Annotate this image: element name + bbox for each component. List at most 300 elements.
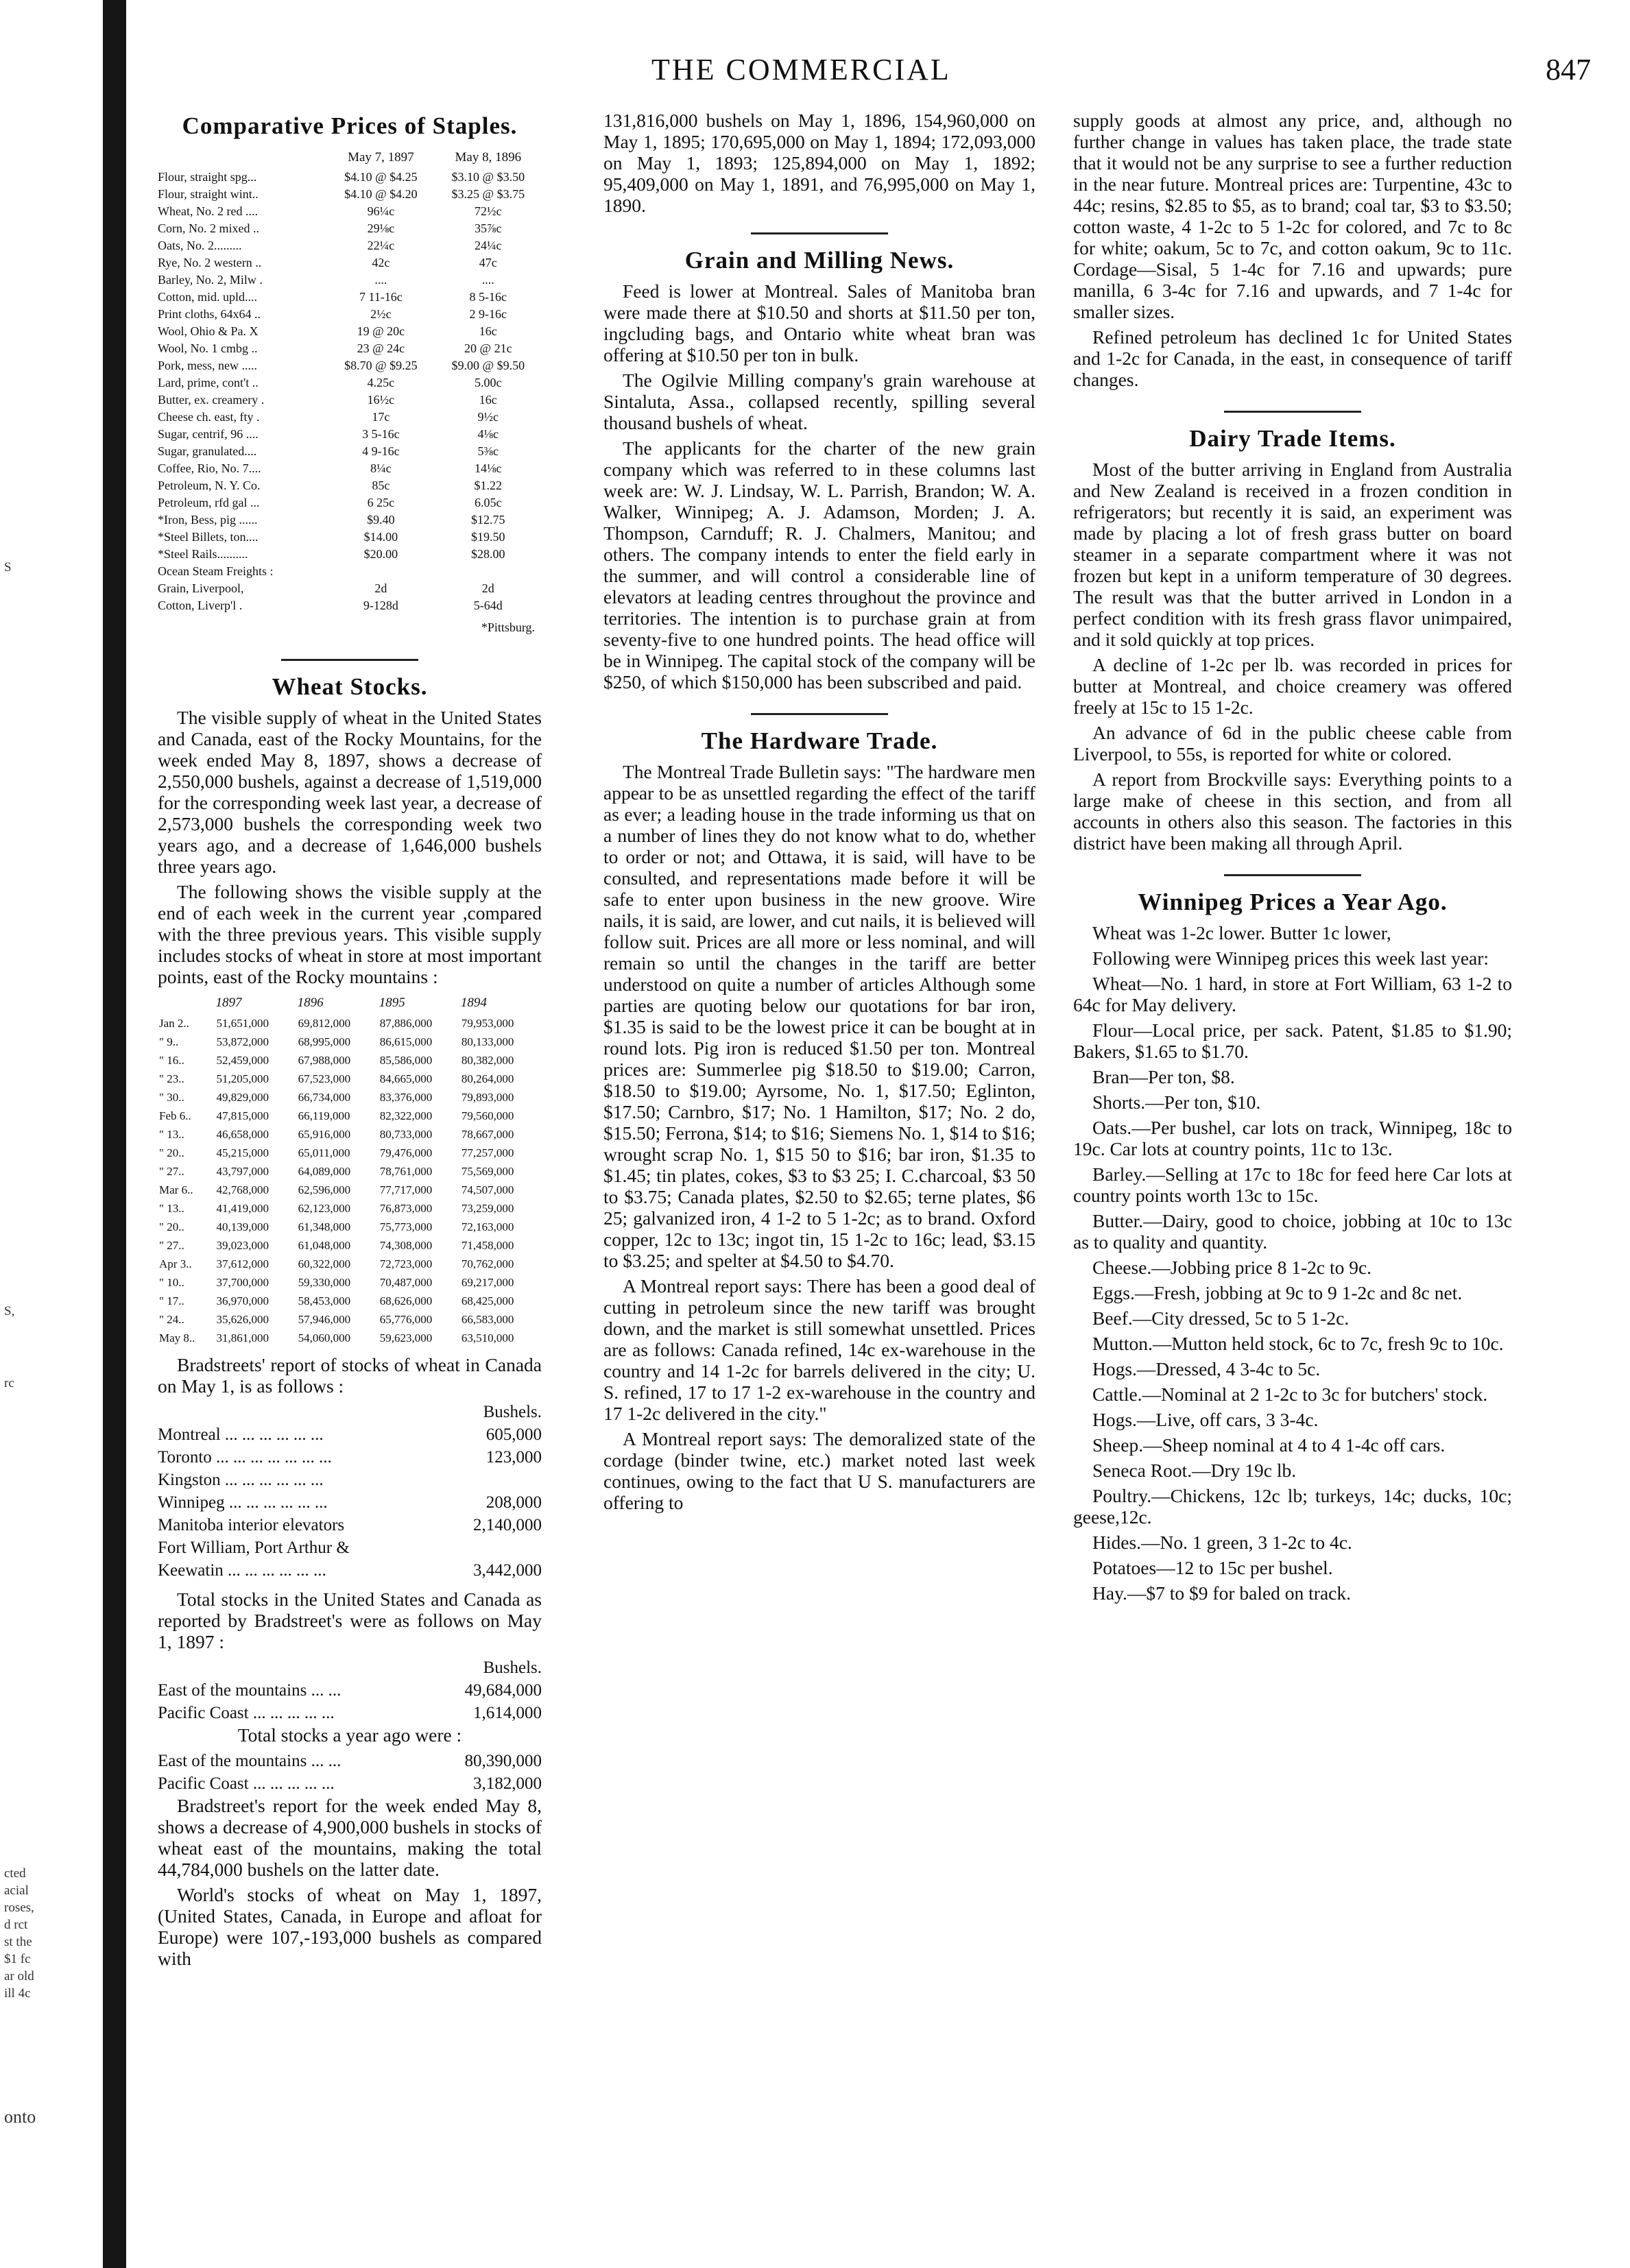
table-cell: 37,700,000	[216, 1276, 269, 1289]
table-row	[158, 289, 542, 306]
paragraph: A Montreal report says: There has been a good deal of cutting in petroleum since the new tariff was brought down, and the market is still somewhat unsettled. Prices are as follows: Canada refined, 14c ex-warehouse in the country and 14 1-2c for barrels delivered in the city; U. S. refined, 17 to 17 1-2 ex-warehouse in the country and 17 1-2c delivered in the city."	[603, 1275, 1035, 1424]
table-cell: 69,812,000	[298, 1017, 351, 1030]
table-row	[158, 1679, 542, 1702]
table-cell: 80,382,000	[461, 1054, 514, 1067]
dairy-heading: Dairy Trade Items.	[1189, 425, 1396, 452]
paragraph: Barley.—Selling at 17c to 18c for feed here Car lots at country points worth 13c to 15c.	[1073, 1163, 1512, 1206]
table-cell: 42,768,000	[216, 1183, 269, 1196]
table-row	[158, 186, 542, 203]
table-cell: $14.00	[363, 530, 398, 544]
table-cell: $3.10 @ $3.50	[451, 170, 525, 184]
table-cell: Winnipeg ... ... ... ... ... ...	[158, 1493, 328, 1512]
paragraph: A Montreal report says: The demoralized state of the cordage (binder twine, etc.) market noted last week continues, owing to the fact that U S. manufacturers are offering to	[603, 1428, 1035, 1513]
table-cell: ....	[374, 273, 387, 287]
table-cell: Sugar, centrif, 96 ....	[158, 427, 259, 441]
table-row	[158, 1236, 542, 1255]
edge-mark: roses,	[4, 1901, 34, 1915]
footnote: *Pittsburg.	[481, 620, 535, 634]
table-cell: 62,596,000	[298, 1183, 351, 1196]
table-row	[158, 306, 542, 323]
table-row	[158, 203, 542, 220]
table-cell: 77,257,000	[461, 1146, 514, 1159]
table-cell: 68,425,000	[461, 1294, 514, 1307]
table-row	[158, 220, 542, 237]
table-row	[158, 1088, 542, 1107]
table-cell: 65,776,000	[379, 1313, 433, 1326]
table-row	[158, 237, 542, 254]
table-cell: 78,761,000	[379, 1165, 433, 1178]
table-cell: $4.10 @ $4.20	[344, 187, 418, 201]
table-cell: 208,000	[486, 1493, 542, 1512]
paragraph: Poultry.—Chickens, 12c lb; turkeys, 14c; ducks, 10c; geese,12c.	[1073, 1485, 1512, 1528]
table-cell: 67,988,000	[298, 1054, 351, 1067]
table-cell: 5⅜c	[477, 444, 499, 458]
staples-table	[158, 146, 542, 614]
edge-mark: onto	[4, 2107, 36, 2127]
paragraph: Bradstreet's report for the week ended May 8, shows a decrease of 4,900,000 bushels in stocks of wheat east of the mountains, making the total 44,784,000 bushels on the latter date.	[158, 1795, 542, 1880]
column-header: 1895	[379, 996, 405, 1010]
table-cell: 39,023,000	[216, 1239, 269, 1252]
table-cell: Toronto ... ... ... ... ... ... ...	[158, 1448, 332, 1467]
table-row	[158, 1181, 542, 1199]
paragraph: The Montreal Trade Bulletin says: "The hardware men appear to be as unsettled regarding the effect of the tariff as ever; a leading house in the trade informing us that on a number of lines they do not know what to do, whether to order or not; and Ottawa, it is said, will have to be consulted, and representations made before it will be safe to enter upon business in the new groove. Wire nails, it is said, are lower, and cut nails, it is believed will follow suit. Prices are all more or less nominal, and will remain so until the changes in the tariff are better understood on quite a number of articles Although some parties are quoting below our quotations for bar iron, $1.35 is said to be the lowest price it can be bought at in round lots. Pig iron is reduced $1.50 per ton. Montreal prices are: Summerlee pig $18.50 to $19.00; Carron, $18.50 to $19.00; Ayrsome, No. 1, $17.50; Eglinton, $17.50; Carnbro, $17; No. 1 Hamilton, $17; No. 2 do, $15.50; Ferrona, $14; to $16; Siemens No. 1, $14 to $16; wrought scrap No. 1, $15 50 to $16; bar iron, $1.35 to $1.45; tin plates, cokes, $3 to $3 25; I. C.charcoal, $3 50 to $3.75; Canada plates, $2.50 to $2.65; terne plates, $6 25; galvanized iron, 4 1-2 to 5 1-2c; as to brand. Oxford copper, 12c to 13c; ingot tin, 15 1-2c to 16c; lead, $3.15 to $3.25; and spelter at $4.50 to $4.70.	[603, 761, 1035, 1271]
table-cell: 80,390,000	[464, 1752, 542, 1770]
paragraph: A report from Brockville says: Everything points to a large make of cheese in this section, and from all accounts in others also this season. The factories in this district have been making all through April.	[1073, 769, 1512, 854]
table-cell: 67,523,000	[298, 1072, 351, 1085]
table-row	[158, 1255, 542, 1273]
divider	[751, 713, 888, 715]
edge-mark: rc	[4, 1376, 14, 1390]
table-cell: 19 @ 20c	[357, 324, 405, 338]
binding-edge	[103, 0, 126, 2268]
table-cell: 605,000	[486, 1425, 542, 1444]
table-cell: Grain, Liverpool,	[158, 581, 244, 595]
table-cell: 42c	[372, 256, 390, 269]
table-cell: 22¼c	[367, 239, 395, 252]
table-cell	[441, 1536, 542, 1559]
table-cell: Corn, No. 2 mixed ..	[158, 221, 259, 235]
edge-mark: S	[4, 560, 12, 575]
table-row	[158, 254, 542, 272]
table-row	[158, 1218, 542, 1236]
table-cell: 74,308,000	[379, 1239, 433, 1252]
table-cell: ....	[481, 273, 494, 287]
table-row	[158, 169, 542, 186]
edge-mark: ar old	[4, 1969, 34, 1983]
table-cell: 66,119,000	[298, 1109, 350, 1122]
table-cell: 2 9-16c	[469, 307, 507, 321]
table-row	[158, 443, 542, 460]
table-cell: 53,872,000	[216, 1035, 269, 1048]
page-header	[158, 47, 1605, 95]
table-cell: 70,762,000	[461, 1257, 514, 1270]
table-cell: 47c	[479, 256, 497, 269]
table-row	[158, 1070, 542, 1088]
table-cell: 80,264,000	[461, 1072, 514, 1085]
table-row	[158, 1491, 542, 1514]
table-cell: $8.70 @ $9.25	[344, 359, 418, 372]
table-cell: 47,815,000	[216, 1109, 269, 1122]
table-cell: Sugar, granulated....	[158, 444, 257, 458]
table-cell: 80,733,000	[379, 1128, 433, 1141]
table-row	[158, 580, 542, 597]
us-stocks-table	[158, 1656, 542, 1724]
table-cell: *Steel Rails..........	[158, 547, 248, 561]
paragraph: Shorts.—Per ton, $10.	[1092, 1091, 1261, 1113]
paragraph: The Ogilvie Milling company's grain warehouse at Sintaluta, Assa., collapsed recently, spilling several thousand bushels of wheat.	[603, 370, 1035, 433]
table-row	[158, 460, 542, 477]
table-cell: 70,487,000	[379, 1276, 433, 1289]
table-cell: 60,322,000	[298, 1257, 351, 1270]
table-row	[158, 1292, 542, 1310]
table-cell: 24¼c	[475, 239, 502, 252]
table-cell: East of the mountains ... ...	[158, 1681, 341, 1700]
table-cell: 49,684,000	[464, 1681, 542, 1700]
table-cell: 75,569,000	[461, 1165, 514, 1178]
paragraph: 131,816,000 bushels on May 1, 1896, 154,960,000 on May 1, 1895; 170,695,000 on May 1, 1894; 172,093,000 on May 1, 1893; 125,894,000 on May 1, 1892; 95,409,000 on May 1, 1891, and 76,995,000 on May 1, 1890.	[603, 110, 1035, 216]
table-cell: 16c	[479, 393, 497, 407]
table-cell: 40,139,000	[216, 1220, 269, 1233]
page-number: 847	[1546, 53, 1591, 86]
table-cell: Wool, Ohio & Pa. X	[158, 324, 259, 338]
edge-mark: $1 fc	[4, 1952, 31, 1966]
table-cell: Cotton, Liverp'l .	[158, 599, 243, 612]
table-row	[158, 1051, 542, 1070]
table-cell: 3,442,000	[473, 1561, 542, 1580]
table-cell: $3.25 @ $3.75	[451, 187, 525, 201]
table-cell: 3 5-16c	[362, 427, 400, 441]
table-cell: Keewatin ... ... ... ... ... ...	[158, 1561, 326, 1580]
table-cell: 66,583,000	[461, 1313, 514, 1326]
table-cell: 51,205,000	[216, 1072, 269, 1085]
table-cell: East of the mountains ... ...	[158, 1752, 341, 1770]
table-cell: 8¼c	[370, 461, 392, 475]
table-cell: Wheat, No. 2 red ....	[158, 204, 258, 218]
paragraph: Cattle.—Nominal at 2 1-2c to 3c for butchers' stock.	[1092, 1384, 1488, 1405]
table-cell: 16½c	[367, 393, 395, 407]
paragraph: Following were Winnipeg prices this week last year:	[1092, 948, 1489, 969]
table-cell: Kingston ... ... ... ... ... ...	[158, 1471, 324, 1489]
table-cell: " 9..	[159, 1035, 179, 1048]
paragraph: supply goods at almost any price, and, although no further change in values has taken place, the trade state that it would not be any surprise to see a further reduction in the near future. Montreal prices are: Turpentine, 43c to 44c; resins, $2.85 to $5, as to brand; coal tar, $3 to $3.50; cotton waste, 4 1-2c to 5 1-2c for colored, and 7c to 8c for white; oakum, 5c to 7c, and cotton oakum, 9c to 11c. Cordage—Sisal, 5 1-4c for 7.16 and upwards; pure manilla, 6 3-4c for 7.16 and upwards, and 7 1-4c for smaller sizes.	[1073, 110, 1512, 322]
table-row	[158, 1423, 542, 1446]
paragraph: Wheat was 1-2c lower. Butter 1c lower,	[1092, 922, 1391, 943]
paragraph: Butter.—Dairy, good to choice, jobbing at 10c to 13c as to quality and quantity.	[1073, 1210, 1512, 1253]
table-cell: " 13..	[159, 1202, 184, 1215]
table-cell: 68,626,000	[379, 1294, 433, 1307]
table-cell: " 20..	[159, 1220, 184, 1233]
table-cell: 4.25c	[367, 376, 395, 389]
table-cell: $4.10 @ $4.25	[344, 170, 418, 184]
paragraph: Mutton.—Mutton held stock, 6c to 7c, fresh 9c to 10c.	[1092, 1333, 1504, 1354]
table-cell: $9.00 @ $9.50	[451, 359, 525, 372]
staples-heading: Comparative Prices of Staples.	[182, 112, 518, 139]
table-cell: *Iron, Bess, pig ......	[158, 513, 258, 527]
table-cell	[441, 1469, 542, 1491]
table-cell: 69,217,000	[461, 1276, 514, 1289]
table-cell: 36,970,000	[216, 1294, 269, 1307]
table-cell: 7 11-16c	[359, 290, 403, 304]
table-cell: Mar 6..	[159, 1183, 193, 1196]
table-cell: $1.22	[474, 479, 503, 492]
paragraph: Refined petroleum has declined 1c for United States and 1-2c for Canada, in the east, in consequence of tariff changes.	[1073, 326, 1512, 390]
edge-mark: acial	[4, 1883, 29, 1898]
table-row	[158, 1162, 542, 1181]
column-1	[158, 110, 542, 1973]
table-cell: 17c	[372, 410, 390, 424]
paragraph: Most of the butter arriving in England from Australia and New Zealand is received in a frozen condition in refrigerators; but recently it is said, an experiment was made by placing a lot of fresh grass butter on board steamer in a separate compartment where it was not frozen but kept in a uniform temperature of 30 degrees. The result was that the butter arrived in London in a perfect condition with its fresh grass flavor unimpaired, and it sold quickly at top prices.	[1073, 459, 1512, 650]
table-cell: 62,123,000	[298, 1202, 351, 1215]
table-cell: $19.50	[471, 530, 505, 544]
table-cell: 72,723,000	[379, 1257, 433, 1270]
table-cell: 96¼c	[367, 204, 395, 218]
table-cell: 49,829,000	[216, 1091, 269, 1104]
divider	[281, 659, 418, 661]
table-cell: Rye, No. 2 western ..	[158, 256, 262, 269]
table-cell: $20.00	[363, 547, 398, 561]
table-cell: 31,861,000	[216, 1331, 269, 1344]
paragraph: Hay.—$7 to $9 for baled on track.	[1092, 1582, 1351, 1604]
table-cell: 68,995,000	[298, 1035, 351, 1048]
table-row	[158, 1329, 542, 1347]
table-cell: Lard, prime, cont't ..	[158, 376, 259, 389]
table-cell: " 16..	[159, 1054, 184, 1067]
edge-mark: d rct	[4, 1918, 28, 1932]
table-cell: 66,734,000	[298, 1091, 351, 1104]
table-cell: 4⅛c	[477, 427, 499, 441]
table-cell: 35⅞c	[475, 221, 502, 235]
table-cell: 86,615,000	[379, 1035, 433, 1048]
table-cell: 46,658,000	[216, 1128, 269, 1141]
table-row	[158, 340, 542, 357]
paragraph: Total stocks a year ago were :	[237, 1724, 462, 1746]
paragraph: Hides.—No. 1 green, 3 1-2c to 4c.	[1092, 1532, 1352, 1553]
table-cell: " 17..	[159, 1294, 184, 1307]
table-cell: 54,060,000	[298, 1331, 351, 1344]
table-row	[158, 1469, 542, 1491]
table-cell: Butter, ex. creamery .	[158, 393, 265, 407]
table-row	[158, 1536, 542, 1559]
table-cell: May 8..	[159, 1331, 195, 1344]
table-cell: 73,259,000	[461, 1202, 514, 1215]
table-cell: 6 25c	[367, 496, 395, 509]
canada-stocks-table	[158, 1401, 542, 1582]
paragraph: Total stocks in the United States and Canada as reported by Bradstreet's were as follows on May 1, 1897 :	[158, 1589, 542, 1652]
table-row	[158, 1273, 542, 1292]
table-cell: 79,893,000	[461, 1091, 514, 1104]
table-row	[158, 1144, 542, 1162]
paragraph: The following shows the visible supply at the end of each week in the current year ,compared with the three previous years. This visible supply includes stocks of wheat in store at most important points, east of the Rocky mountains :	[158, 881, 542, 987]
table-cell: Wool, No. 1 cmbg ..	[158, 341, 258, 355]
table-cell: 61,348,000	[298, 1220, 351, 1233]
table-cell: 14⅛c	[475, 461, 502, 475]
table-cell: 9½c	[477, 410, 499, 424]
table-cell: " 30..	[159, 1091, 184, 1104]
table-row	[158, 1772, 542, 1795]
table-cell: " 20..	[159, 1146, 184, 1159]
table-cell: 64,089,000	[298, 1165, 351, 1178]
table-cell: Jan 2..	[159, 1017, 189, 1030]
column-3	[1073, 110, 1512, 1608]
hardware-heading: The Hardware Trade.	[701, 727, 938, 754]
table-cell: 63,510,000	[461, 1331, 514, 1344]
table-cell: 37,612,000	[216, 1257, 269, 1270]
table-row	[158, 477, 542, 494]
paragraph: Bradstreets' report of stocks of wheat in Canada on May 1, is as follows :	[158, 1354, 542, 1397]
table-row	[158, 1514, 542, 1536]
table-row	[158, 563, 542, 580]
edge-mark: st the	[4, 1935, 32, 1949]
edge-mark: cted	[4, 1866, 26, 1881]
paragraph: Flour—Local price, per sack. Patent, $1.85 to $1.90; Bakers, $1.65 to $1.70.	[1073, 1020, 1512, 1062]
column-header: Bushels.	[483, 1403, 542, 1421]
table-cell: 78,667,000	[461, 1128, 514, 1141]
table-row	[158, 391, 542, 409]
table-cell: 5.00c	[475, 376, 502, 389]
table-cell: 72½c	[475, 204, 502, 218]
paragraph: Sheep.—Sheep nominal at 4 to 4 1-4c off cars.	[1092, 1434, 1446, 1456]
table-cell: $12.75	[471, 513, 505, 527]
paragraph: Cheese.—Jobbing price 8 1-2c to 9c.	[1092, 1257, 1372, 1278]
table-cell	[327, 563, 434, 580]
edge-mark: ill 4c	[4, 1986, 31, 2001]
table-row	[158, 529, 542, 546]
table-row	[158, 374, 542, 391]
paragraph: Wheat—No. 1 hard, in store at Fort William, 63 1-2 to 64c for May delivery.	[1073, 973, 1512, 1015]
table-cell: 2d	[481, 581, 494, 595]
table-cell	[435, 563, 542, 580]
table-cell: Pork, mess, new .....	[158, 359, 257, 372]
table-cell: " 24..	[159, 1313, 184, 1326]
table-cell: Print cloths, 64x64 ..	[158, 307, 261, 321]
table-row	[158, 1750, 542, 1772]
winnipeg-heading: Winnipeg Prices a Year Ago.	[1138, 889, 1448, 915]
table-cell: 65,011,000	[298, 1146, 350, 1159]
table-cell: Pacific Coast ... ... ... ... ...	[158, 1704, 335, 1722]
table-row	[158, 597, 542, 614]
visible-supply-table	[158, 991, 542, 1347]
column-header: May 7, 1897	[348, 150, 414, 165]
paragraph: Eggs.—Fresh, jobbing at 9c to 9 1-2c and 8c net.	[1092, 1282, 1463, 1303]
table-cell: 6.05c	[475, 496, 502, 509]
paragraph: The visible supply of wheat in the United States and Canada, east of the Rocky Mountains, for the week ended May 8, 1897, shows a decrease of 2,550,000 bushels, against a decrease of 1,519,000 for the corresponding week last year, a decrease of 2,573,000 bushels the corresponding week two years ago, and a decrease of 1,646,000 bushels three years ago.	[158, 707, 542, 877]
table-cell: 16c	[479, 324, 497, 338]
table-cell: 9-128d	[363, 599, 398, 612]
table-cell: 3,182,000	[473, 1774, 542, 1793]
year-ago-stocks-table	[158, 1750, 542, 1795]
paragraph: Beef.—City dressed, 5c to 5 1-2c.	[1092, 1307, 1350, 1329]
table-cell: Oats, No. 2.........	[158, 239, 242, 252]
column-header	[158, 991, 215, 1014]
table-cell: 76,873,000	[379, 1202, 433, 1215]
table-cell: Cheese ch. east, fty .	[158, 410, 260, 424]
table-row	[158, 1014, 542, 1033]
table-cell: $28.00	[471, 547, 505, 561]
table-header-row	[158, 146, 542, 169]
paragraph: World's stocks of wheat on May 1, 1897, (United States, Canada, in Europe and afloat for Europe) were 107,-193,000 bushels as compared with	[158, 1884, 542, 1969]
table-cell: 85,586,000	[379, 1054, 433, 1067]
table-row	[158, 323, 542, 340]
table-cell: " 10..	[159, 1276, 184, 1289]
paragraph: Seneca Root.—Dry 19c lb.	[1092, 1460, 1297, 1481]
divider	[751, 232, 888, 234]
table-cell: 45,215,000	[216, 1146, 269, 1159]
paragraph: Hogs.—Dressed, 4 3-4c to 5c.	[1092, 1358, 1321, 1379]
table-row	[158, 409, 542, 426]
paragraph: Oats.—Per bushel, car lots on track, Winnipeg, 18c to 19c. Car lots at country points, 11c to 13c.	[1073, 1117, 1512, 1159]
table-cell: Apr 3..	[159, 1257, 192, 1270]
table-row	[158, 511, 542, 529]
column-header	[158, 146, 327, 169]
paragraph: A decline of 1-2c per lb. was recorded in prices for butter at Montreal, and choice creamery was offered freely at 15c to 15 1-2c.	[1073, 654, 1512, 718]
table-cell: Flour, straight wint..	[158, 187, 259, 201]
table-cell: 74,507,000	[461, 1183, 514, 1196]
table-cell: Fort William, Port Arthur &	[158, 1539, 350, 1557]
table-cell: 35,626,000	[216, 1313, 269, 1326]
table-cell: 57,946,000	[298, 1313, 351, 1326]
table-row	[158, 272, 542, 289]
table-cell: Ocean Steam Freights :	[158, 564, 274, 578]
table-cell: 2d	[374, 581, 387, 595]
column-header: May 8, 1896	[455, 150, 522, 165]
publication-title: THE COMMERCIAL	[651, 53, 951, 86]
paragraph: An advance of 6d in the public cheese cable from Liverpool, to 55s, is reported for white or colored.	[1073, 722, 1512, 764]
table-row	[158, 357, 542, 374]
table-cell: 75,773,000	[379, 1220, 433, 1233]
edge-mark: S,	[4, 1304, 15, 1318]
table-cell: 79,476,000	[379, 1146, 433, 1159]
table-cell: 123,000	[486, 1448, 542, 1467]
table-cell: " 27..	[159, 1239, 184, 1252]
table-cell: 8 5-16c	[469, 290, 507, 304]
table-cell: 29⅛c	[367, 221, 395, 235]
table-cell: " 13..	[159, 1128, 184, 1141]
table-cell: 23 @ 24c	[357, 341, 405, 355]
table-row	[158, 494, 542, 511]
table-cell: 61,048,000	[298, 1239, 351, 1252]
table-cell: 1,614,000	[473, 1704, 542, 1722]
grain-heading: Grain and Milling News.	[684, 247, 955, 274]
table-cell: 71,458,000	[461, 1239, 514, 1252]
paragraph: Hogs.—Live, off cars, 3 3-4c.	[1092, 1409, 1319, 1430]
table-cell: 2,140,000	[473, 1516, 542, 1534]
table-cell: Flour, straight spg...	[158, 170, 257, 184]
divider	[1224, 411, 1361, 413]
table-cell: $9.40	[367, 513, 395, 527]
table-cell: *Steel Billets, ton....	[158, 530, 259, 544]
paragraph: Feed is lower at Montreal. Sales of Manitoba bran were made there at $10.50 and shorts at $11.50 per ton, ingcluding bags, and Ontario white wheat bran was offering at $10.50 per ton in bulk.	[603, 280, 1035, 365]
table-row	[158, 1033, 542, 1051]
wheat-heading: Wheat Stocks.	[272, 673, 428, 700]
table-cell: Feb 6..	[159, 1109, 191, 1122]
table-cell: 4 9-16c	[362, 444, 400, 458]
table-cell: 79,560,000	[461, 1109, 514, 1122]
table-cell: 72,163,000	[461, 1220, 514, 1233]
table-cell: 58,453,000	[298, 1294, 351, 1307]
table-row	[158, 1310, 542, 1329]
divider	[1224, 874, 1361, 876]
table-row	[158, 1446, 542, 1469]
table-cell: Petroleum, rfd gal ...	[158, 496, 260, 509]
table-cell: 77,717,000	[379, 1183, 433, 1196]
table-cell: Montreal ... ... ... ... ... ...	[158, 1425, 324, 1444]
table-cell: Petroleum, N. Y. Co.	[158, 479, 261, 492]
table-cell: Pacific Coast ... ... ... ... ...	[158, 1774, 335, 1793]
table-header-row	[158, 991, 542, 1014]
table-cell: 85c	[372, 479, 390, 492]
table-cell: 84,665,000	[379, 1072, 433, 1085]
table-row	[158, 1125, 542, 1144]
